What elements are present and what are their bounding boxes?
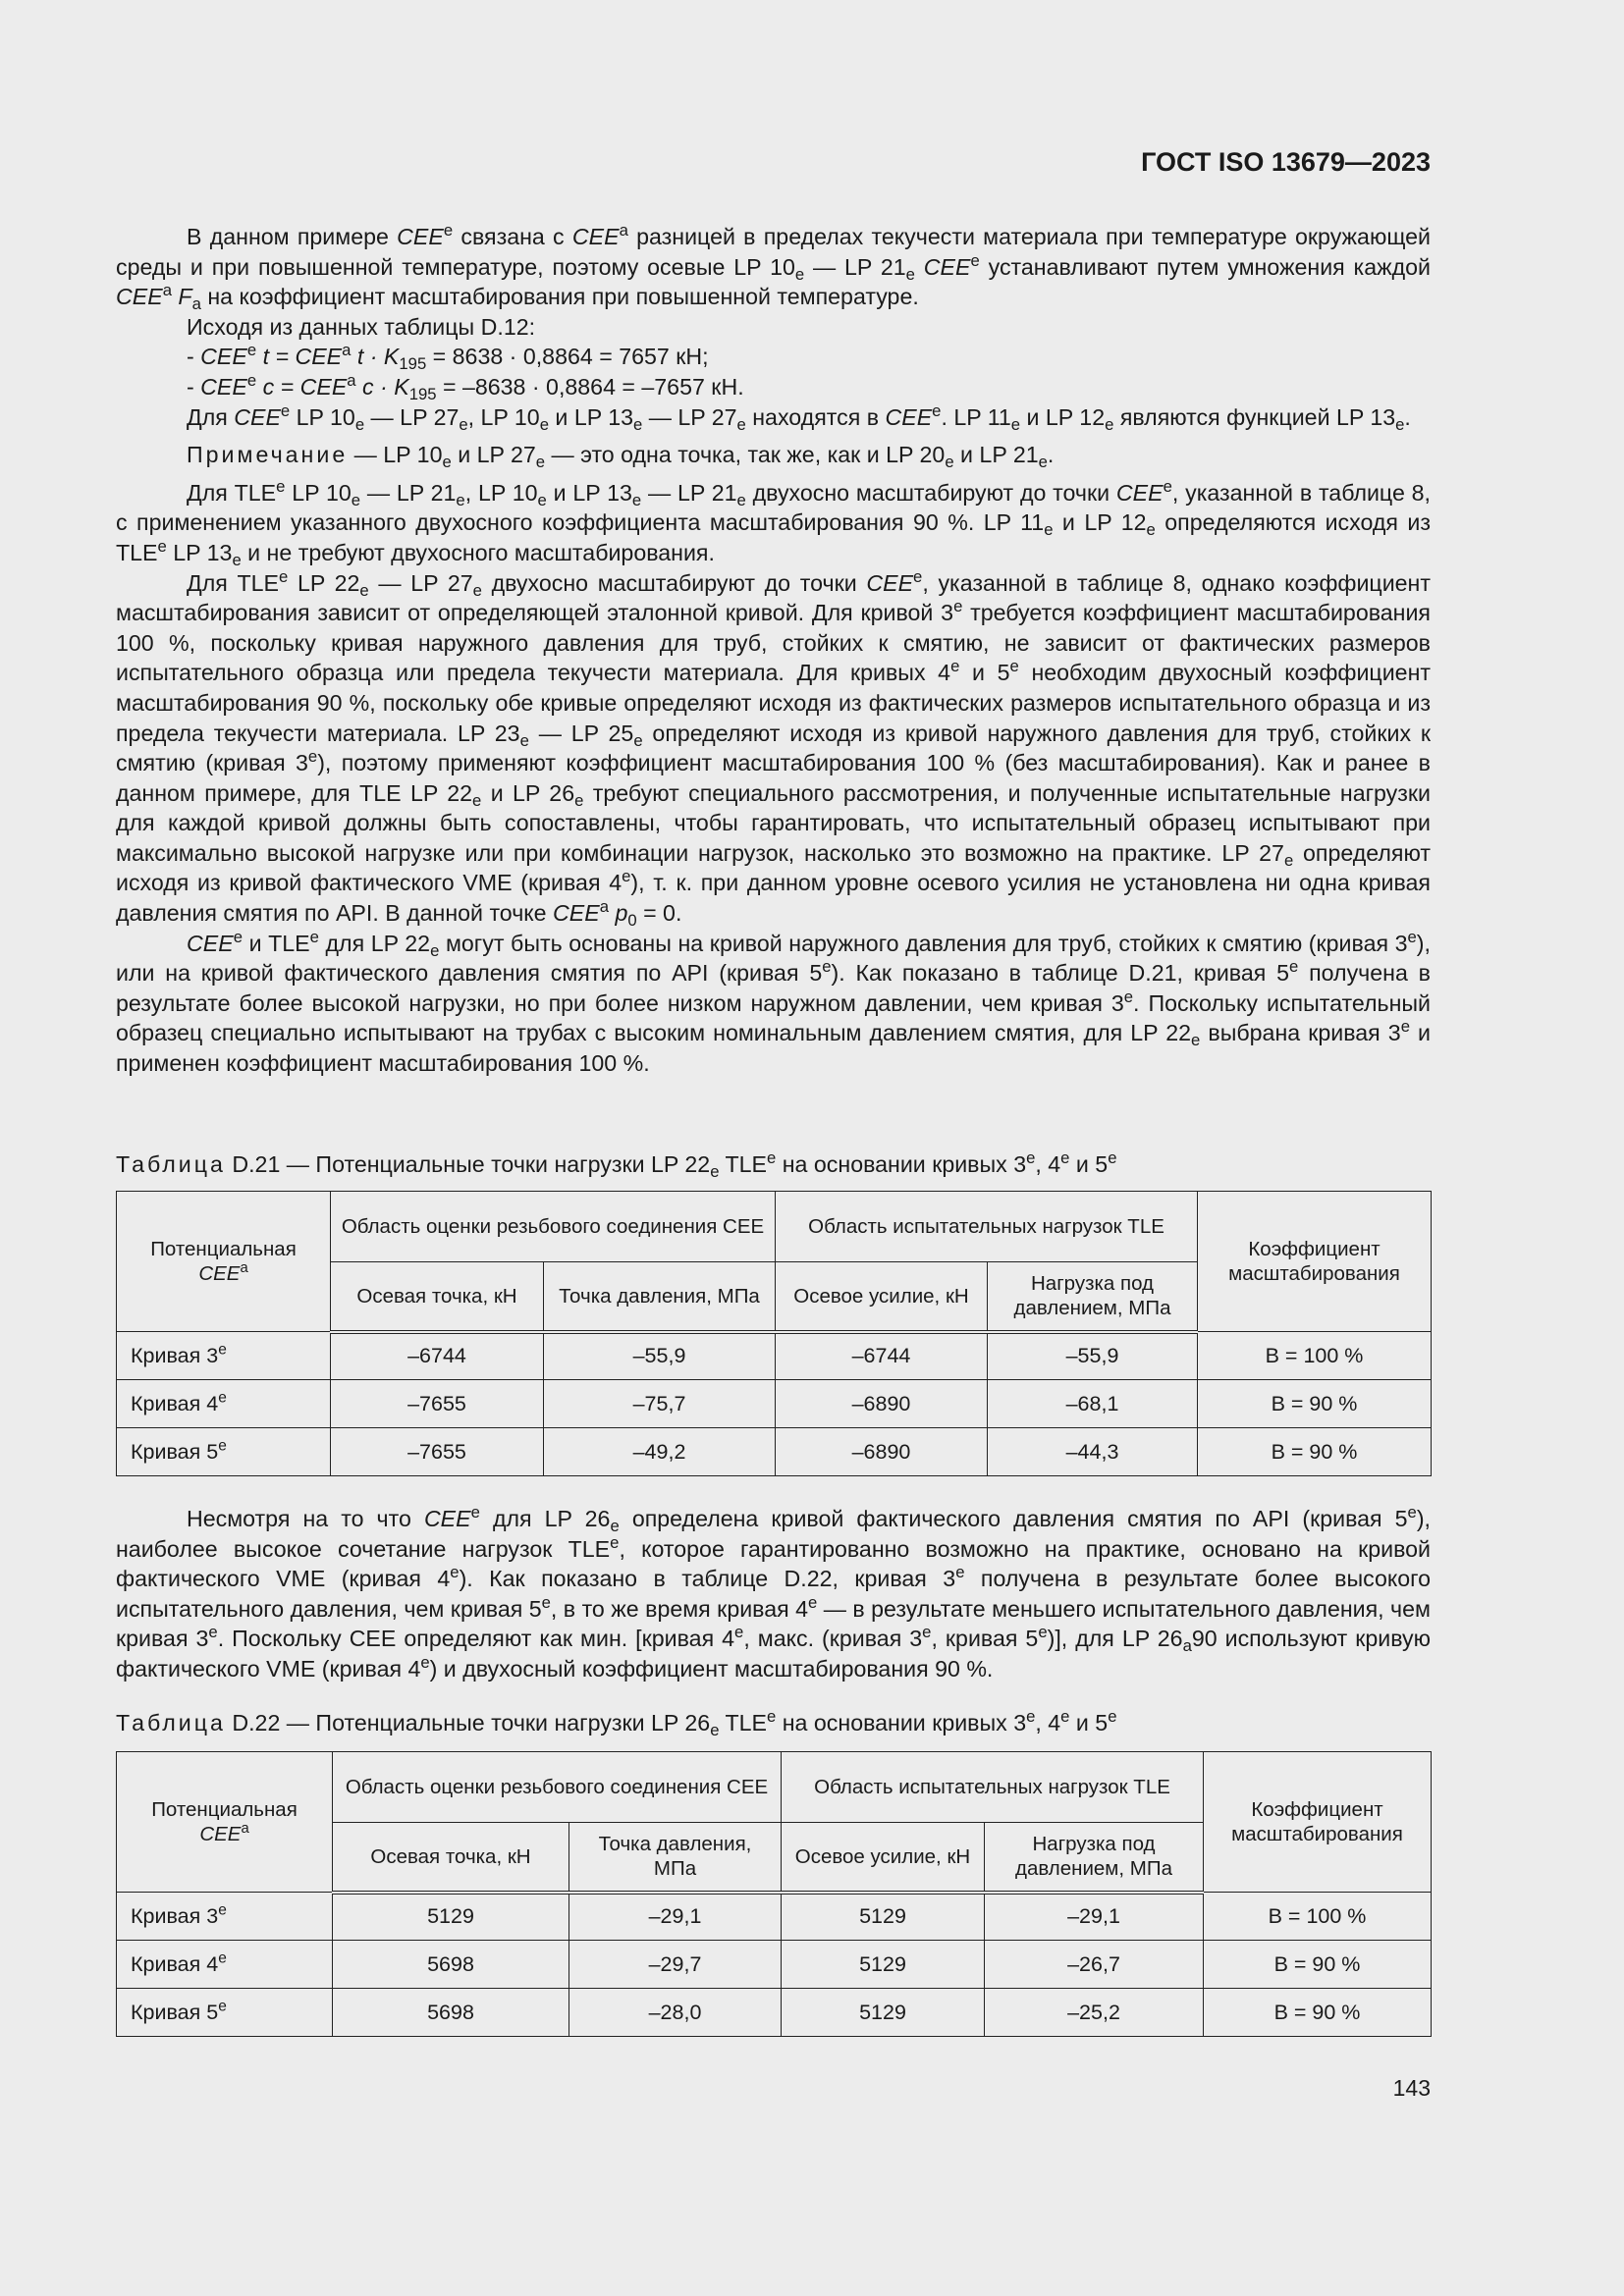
header-tle-area: Область испытательных нагрузок TLE <box>776 1192 1198 1262</box>
table-row: Кривая 5e 5698 –28,0 5129 –25,2 B = 90 % <box>117 1989 1432 2037</box>
paragraph-2: Исходя из данных таблицы D.12: <box>187 313 536 340</box>
table-d21 <box>116 1191 1432 1476</box>
formula-line-2: - CEE$^e$ $c = CEE^a$ $c \cdot K_{195} = -8638 \cdot 0,8864 = -7657$ кН. <box>187 370 744 403</box>
table-row: Кривая 3e 5129 –29,1 5129 –29,1 B = 100 % <box>117 1893 1432 1941</box>
header-cee-area: Область оценки резьбового соединения CEE <box>331 1192 776 1262</box>
paragraph-5: Для TLE$^e$ LP $22_e$ — LP $27_e$ двухосно масштабируют до точки CEE$^e$, указанной в таблице 8, однако коэффициент масштабирования зависит от определяющей эталонной кривой. Для кривой 3e требуется коэффициент масштабирования 100 %, поскольку кривая наружного давления для труб, стойких к смятию, не зависит от фактических размеров испытательного образца или предела текучести материала. Для кривых 4e и 5e необходим двухосный коэффициент масштабирования 90 %, поскольку обе кривые определяют исходя из фактических размеров испытательного образца и из предела текучести материала. LP $23_e$ — LP $25_e$ определяют исходя из кривой наружного давления для труб, стойких к смятию (кривая 3e), поэтому применяют коэффициент масштабирования 100 % (без масштабирования). Как и ранее в данном примере, для TLE LP $22_e$ и LP $26_e$ требуют специального рассмотрения, и полученные испытательные нагрузки для каждой кривой должны быть сопоставлены, чтобы гарантировать, что испытательный образец испытывают при максимально высокой нагрузке или при комбинации нагрузок, насколько это возможно на практике. LP $27_e$ определяют исходя из кривой фактического VME (кривая 4e), т. к. при данном уровне осевого усилия не установлена ни одна кривая давления смятия по API. В данной точке CEE$^a$ $p_0 = 0$. <box>116 566 1432 931</box>
table-d21-caption: Таблица D.21 — Потенциальные точки нагрузки LP $22_e$ TLE$^e$ на основании кривых 3e, 4e и 5e <box>116 1148 1117 1181</box>
header-axial-point: Осевая точка, кН <box>333 1823 569 1893</box>
paragraph-1: В данном примере CEE$^e$ связана с CEE$^a$ разницей в пределах текучести материала при температуре окружающей среды и при повышенной температуре, поэтому осевые LP $10_e$ — LP $21_e$ CEE$^e$ устанавливают путем умножения каждой CEE$^a$ $F_a$ на коэффициент масштабирования при повышенной температуре. <box>116 220 1432 314</box>
header-tle-area: Область испытательных нагрузок TLE <box>782 1752 1204 1823</box>
table-d22-caption: Таблица D.22 — Потенциальные точки нагрузки LP $26_e$ TLE$^e$ на основании кривых 3e, 4e и 5e <box>116 1706 1117 1739</box>
header-potential-cee: Потенциальная CEE$^a$ <box>117 1192 331 1332</box>
table-row: Кривая 4e 5698 –29,7 5129 –26,7 B = 90 % <box>117 1941 1432 1989</box>
header-pressure-point: Точка давления, МПа <box>544 1262 776 1332</box>
header-pressure-load: Нагрузка под давлением, МПа <box>988 1262 1198 1332</box>
note: Примечание — LP $10_e$ и LP $27_e$ — это одна точка, так же, как и LP $20_e$ и LP $21_e$. <box>187 442 1055 472</box>
table-d22 <box>116 1751 1432 2037</box>
header-scale-factor: Коэффициент масштабирования <box>1204 1752 1432 1893</box>
page-number: 143 <box>1392 2075 1431 2101</box>
header-scale-factor: Коэффициент масштабирования <box>1198 1192 1432 1332</box>
header-cee-area: Область оценки резьбового соединения CEE <box>333 1752 782 1823</box>
body-text <box>116 222 1431 1079</box>
paragraph-4: Для TLE$^e$ LP $10_e$ — LP $21_e$, LP $10_e$ и LP $13_e$ — LP $21_e$ двухосно масштабируют до точки CEE$^e$, указанной в таблице 8, с применением указанного двухосного коэффициента масштабирования 90 %. LP $11_e$ и LP $12_e$ определяются исходя из TLE$^e$ LP $13_e$ и не требуют двухосного масштабирования. <box>116 476 1431 569</box>
header-axial-force: Осевое усилие, кН <box>782 1823 985 1893</box>
paragraph-6: CEE$^e$ и TLE$^e$ для LP $22_e$ могут быть основаны на кривой наружного давления для труб, стойких к смятию (кривая 3e), или на кривой фактического давления смятия по API (кривая 5e). Как показано в таблице D.21, кривая 5e получена в результате более высокой нагрузки, но при более низком наружном давлении, чем кривая 3e. Поскольку испытательный образец специально испытывают на трубах с высоким номинальным давлением смятия, для LP $22_e$ выбрана кривая 3e и применен коэффициент масштабирования 100 %. <box>116 927 1431 1077</box>
header-pressure-point: Точка давления, МПа <box>569 1823 782 1893</box>
document-header: ГОСТ ISO 13679—2023 <box>1141 147 1431 177</box>
table-row: Кривая 5e –7655 –49,2 –6890 –44,3 B = 90 % <box>117 1428 1432 1476</box>
header-potential-cee: Потенциальная CEE$^a$ <box>117 1752 333 1893</box>
body-text-2 <box>116 1504 1431 1684</box>
formula-line-1: - CEE$^e$ $t = CEE^a$ $t \cdot K_{195} = 8638 \cdot 0,8864 = 7657$ кН; <box>187 341 709 374</box>
table-row: Кривая 4e –7655 –75,7 –6890 –68,1 B = 90 % <box>117 1380 1432 1428</box>
paragraph-7: Несмотря на то что CEE$^e$ для LP $26_e$ определена кривой фактического давления смятия по API (кривая 5e), наиболее высокое сочетание нагрузок TLE$^e$, которое гарантированно возможно на практике, основано на кривой фактического VME (кривая 4e). Как показано в таблице D.22, кривая 3e получена в результате более высокого испытательного давления, чем кривая 5e, в то же время кривая 4e — в результате меньшего испытательного давления, чем кривая 3e. Поскольку CEE определяют как мин. [кривая 4e, макс. (кривая 3e, кривая 5e)], для LP $26_a90$ используют кривую фактического VME (кривая 4e) и двухосный коэффициент масштабирования 90 %. <box>116 1502 1432 1682</box>
note-label: Примечание <box>187 442 349 468</box>
table-row: Кривая 3e –6744 –55,9 –6744 –55,9 B = 100 % <box>117 1332 1432 1380</box>
header-axial-point: Осевая точка, кН <box>331 1262 544 1332</box>
paragraph-3: Для CEE$^e$ LP $10_e$ — LP $27_e$, LP $10_e$ и LP $13_e$ — LP $27_e$ находятся в CEE$^e$. LP $11_e$ и LP $12_e$ являются функцией LP $13_e$. <box>187 400 1411 434</box>
header-pressure-load: Нагрузка под давлением, МПа <box>985 1823 1204 1893</box>
header-axial-force: Осевое усилие, кН <box>776 1262 988 1332</box>
